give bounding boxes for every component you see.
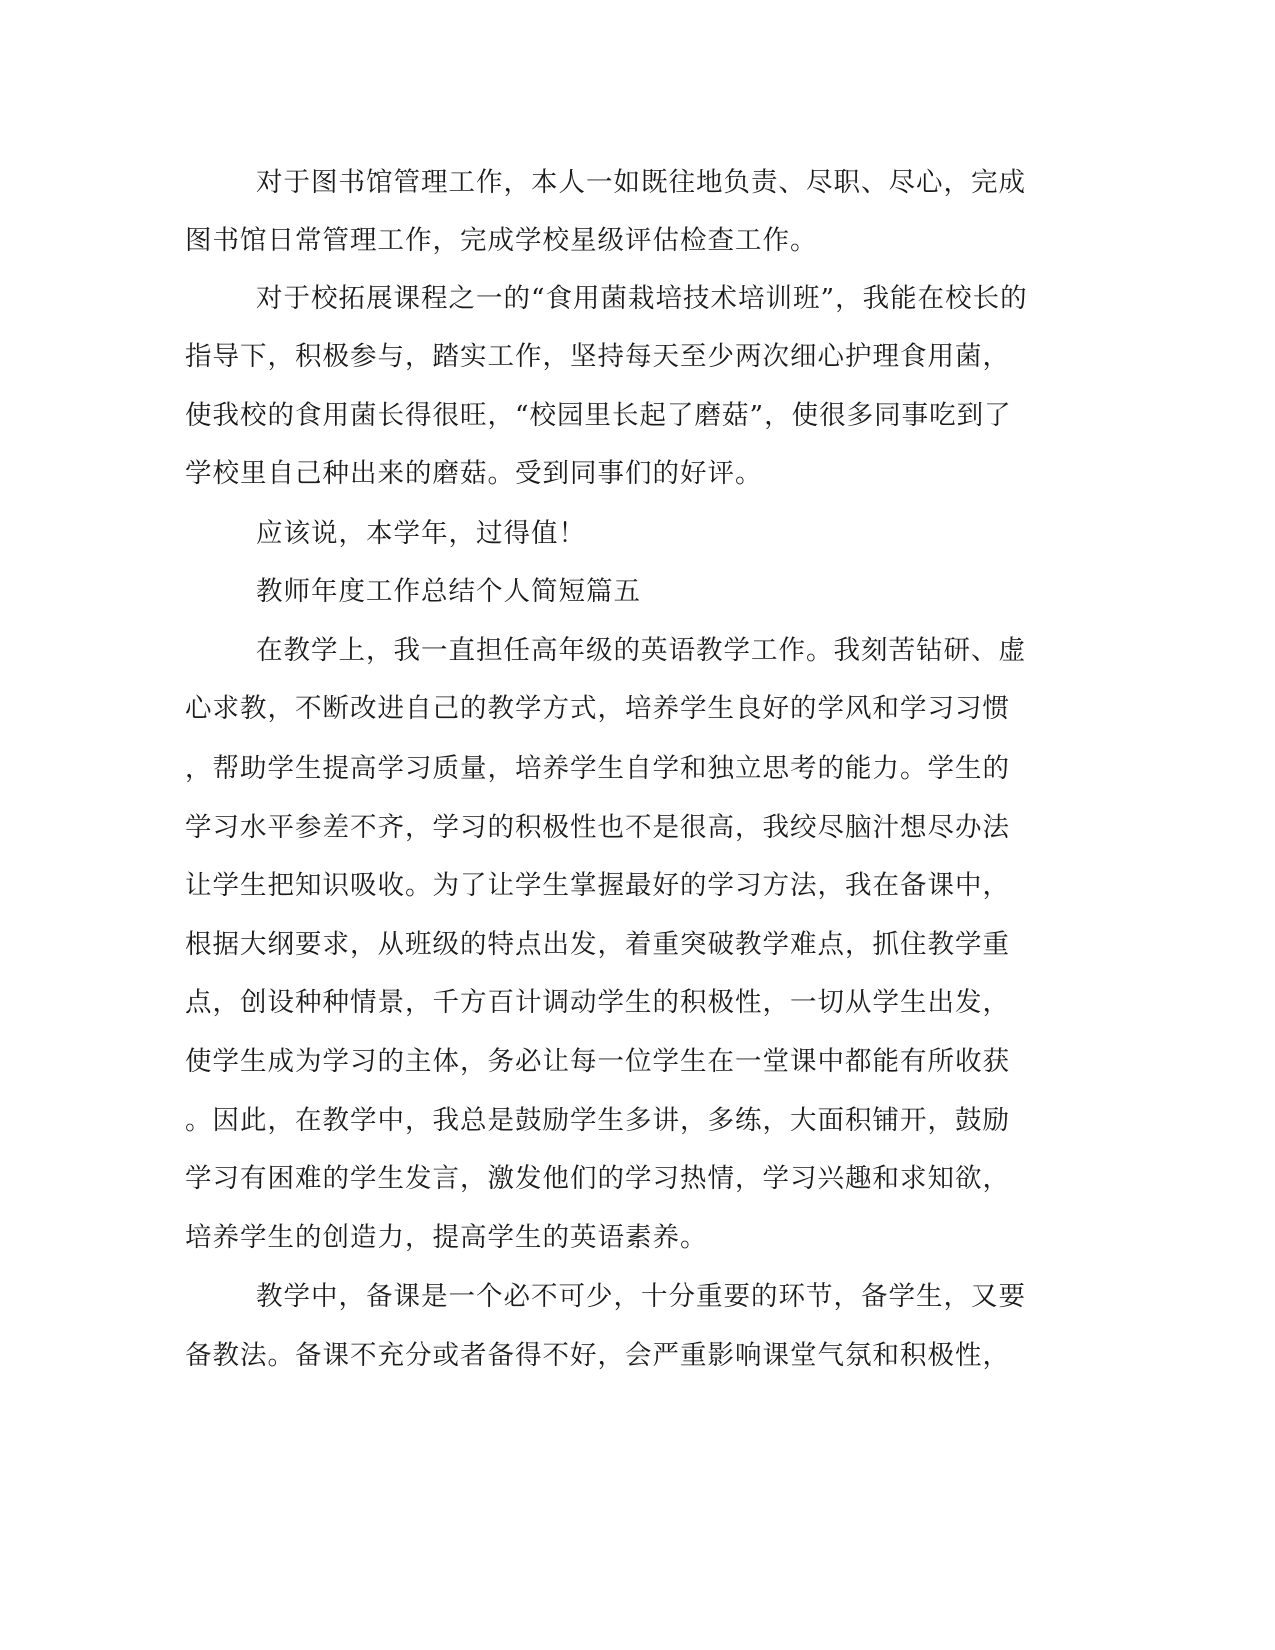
paragraph-line: 指导下，积极参与，踏实工作，坚持每天至少两次细心护理食用菌， [185,341,1010,372]
paragraph-line: 学习水平参差不齐，学习的积极性也不是很高，我绞尽脑汁想尽办法 [185,812,1010,843]
paragraph-line: 使学生成为学习的主体，务必让每一位学生在一堂课中都能有所收获 [185,1046,1010,1077]
paragraph-line: 学习有困难的学生发言，激发他们的学习热情，学习兴趣和求知欲， [185,1163,1010,1194]
paragraph-line: 对于校拓展课程之一的“食用菌栽培技术培训班”，我能在校长的 [256,283,1028,314]
paragraph-line: 培养学生的创造力，提高学生的英语素养。 [185,1222,708,1253]
paragraph-line: 根据大纲要求，从班级的特点出发，着重突破教学难点，抓住教学重 [185,929,1010,960]
paragraph-line: 。因此，在教学中，我总是鼓励学生多讲，多练，大面积铺开，鼓励 [185,1105,1010,1136]
paragraph-line: 图书馆日常管理工作，完成学校星级评估检查工作。 [185,225,818,256]
paragraph-line: 让学生把知识吸收。为了让学生掌握最好的学习方法，我在备课中， [185,870,1010,901]
paragraph-line: 应该说，本学年，过得值！ [256,518,586,549]
paragraph-line: 在教学上，我一直担任高年级的英语教学工作。我刻苦钻研、虚 [256,635,1026,666]
paragraph-line: 心求教，不断改进自己的教学方式，培养学生良好的学风和学习习惯 [185,693,1010,724]
paragraph-line: 学校里自己种出来的磨菇。受到同事们的好评。 [185,458,763,489]
paragraph-line: ，帮助学生提高学习质量，培养学生自学和独立思考的能力。学生的 [185,753,1010,784]
paragraph-line: 使我校的食用菌长得很旺，“校园里长起了磨菇”，使很多同事吃到了 [185,400,1012,431]
paragraph-line: 对于图书馆管理工作，本人一如既往地负责、尽职、尽心，完成 [256,167,1026,198]
paragraph-line: 备教法。备课不充分或者备得不好，会严重影响课堂气氛和积极性， [185,1340,1010,1371]
paragraph-line: 教学中，备课是一个必不可少，十分重要的环节，备学生，又要 [256,1281,1026,1312]
paragraph-line: 点，创设种种情景，千方百计调动学生的积极性，一切从学生出发， [185,987,1010,1018]
section-heading: 教师年度工作总结个人简短篇五 [256,576,641,607]
